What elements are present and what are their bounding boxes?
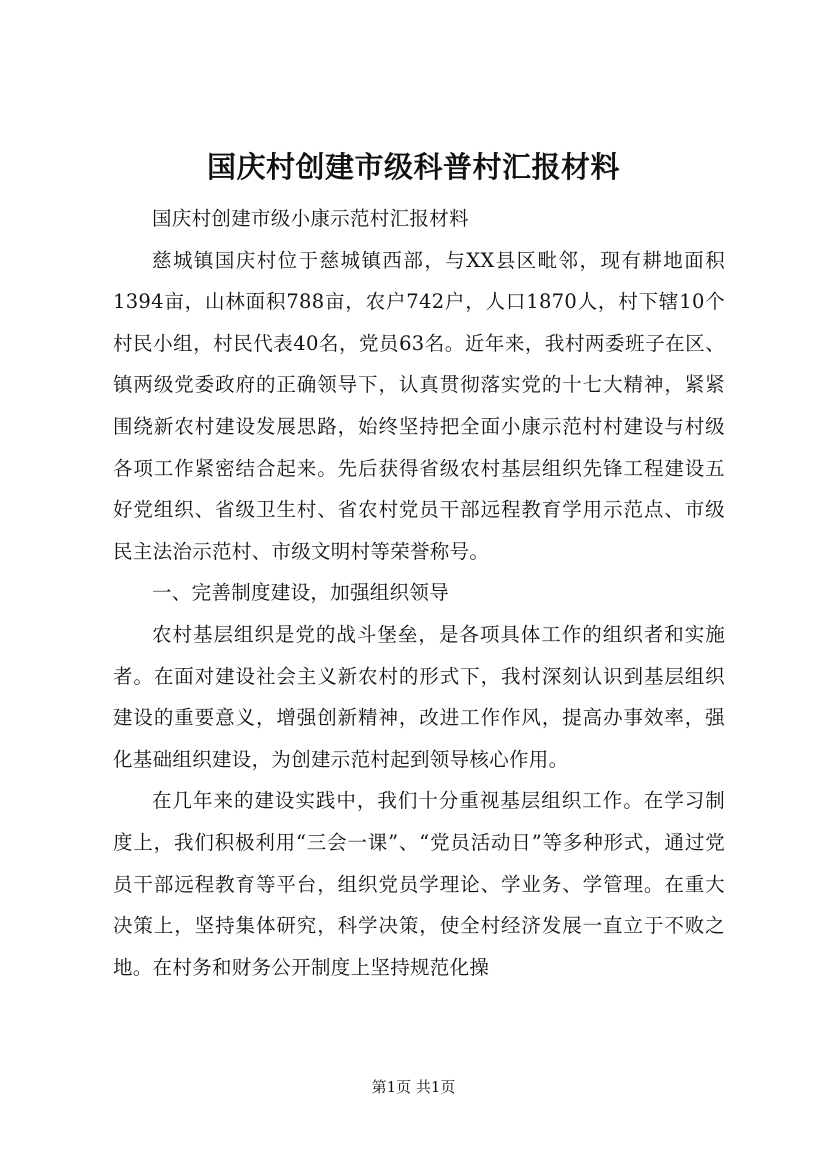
intro-paragraph: 慈城镇国庆村位于慈城镇西部，与XX县区毗邻，现有耕地面积1394亩，山林面积788亩，农户742户，人口1870人，村下辖10个村民小组，村民代表40名，党员63名。近年来，我村两委班子在区、镇两级党委政府的正确领导下，认真贯彻落实党的十七大精神，紧紧围绕新农村建设发展思路，始终坚持把全面小康示范村村建设与村级各项工作紧密结合起来。先后获得省级农村基层组织先锋工程建设五好党组织、省级卫生村、省农村党员干部远程教育学用示范点、市级民主法治示范村、市级文明村等荣誉称号。 — [113, 248, 725, 563]
section-heading: 一、完善制度建设，加强组织领导 — [152, 581, 450, 605]
page-number-footer: 第1页 共1页 — [371, 1078, 456, 1096]
body-paragraph: 在几年来的建设实践中，我们十分重视基层组织工作。在学习制度上，我们积极利用“三会一课”、“党员活动日”等多种形式，通过党员干部远程教育等平台，组织党员学理论、学业务、学管理。在重大决策上，坚持集体研究，科学决策，使全村经济发展一直立于不败之地。在村务和财务公开制度上坚持规范化操 — [113, 789, 725, 979]
body-paragraph: 农村基层组织是党的战斗堡垒，是各项具体工作的组织者和实施者。在面对建设社会主义新农村的形式下，我村深刻认识到基层组织建设的重要意义，增强创新精神，改进工作作风，提高办事效率，强化基础组织建设，为创建示范村起到领导核心作用。 — [113, 622, 725, 771]
subtitle-paragraph: 国庆村创建市级小康示范村汇报材料 — [152, 207, 469, 230]
document-body — [113, 198, 725, 988]
document-title: 国庆村创建市级科普村汇报材料 — [206, 150, 620, 184]
